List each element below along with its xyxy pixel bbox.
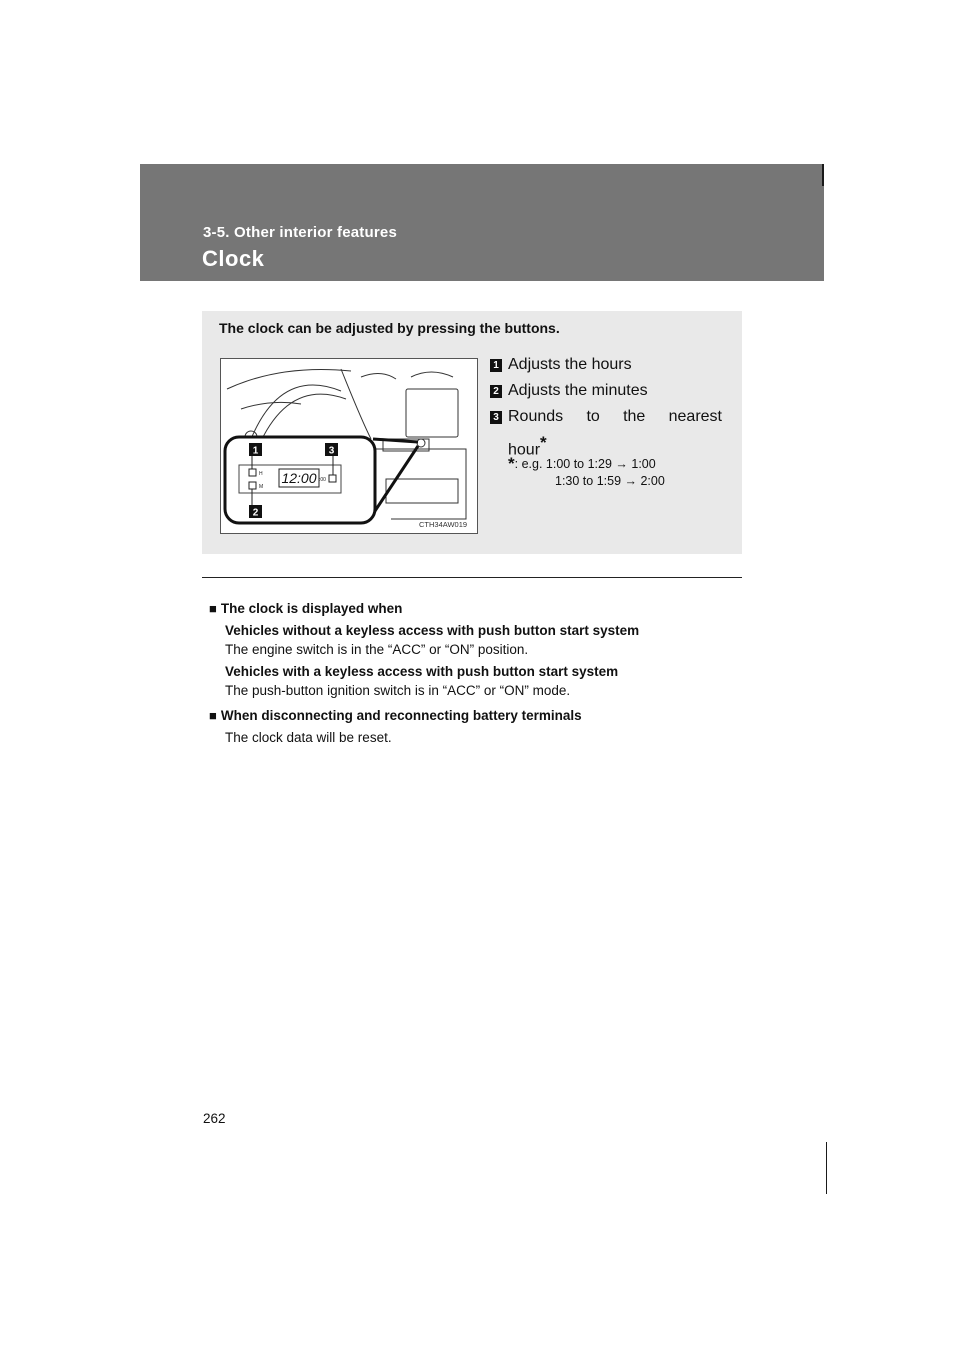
callout-number: 2	[490, 385, 502, 398]
footnote-example-1: 1:00 to 1:29 → 1:00	[545, 457, 656, 471]
callout-text: Adjusts the hours	[508, 356, 632, 373]
info-lead: The clock can be adjusted by pressing the buttons.	[219, 320, 560, 336]
callout-text: hour	[508, 441, 541, 459]
note-heading-text: The clock is displayed when	[220, 601, 403, 616]
divider-rule	[202, 577, 742, 578]
footnote-line2	[508, 473, 665, 490]
note-body-display	[209, 618, 749, 700]
steering-wheel-inner	[261, 394, 346, 441]
console-panel	[386, 479, 458, 503]
callout-1-label: 1	[252, 445, 259, 457]
callout-number: 3	[490, 411, 502, 424]
callout-text: Adjusts the minutes	[508, 382, 648, 399]
page-title: Clock	[202, 246, 265, 271]
zoom-origin	[417, 439, 425, 447]
dashboard-drawing	[221, 359, 477, 533]
callout-number: 1	[490, 359, 502, 372]
section-label: 3-5. Other interior features	[203, 224, 397, 241]
note-subhead: Vehicles with a keyless access with push button start system	[225, 664, 619, 679]
note-text: The clock data will be reset.	[225, 730, 392, 745]
minute-button[interactable]	[249, 482, 256, 489]
hour-button[interactable]	[249, 469, 256, 476]
figure-code: CTH34AW019	[419, 520, 468, 529]
round-button[interactable]	[329, 475, 336, 482]
wheel-spoke	[341, 369, 371, 439]
bullet-square: ■	[209, 708, 217, 723]
clock-time: 12:00	[281, 470, 317, 486]
callout-text-line1: Rounds to the nearest	[508, 408, 722, 425]
note-heading-battery	[209, 706, 749, 725]
footnote-example-2: 1:30 to 1:59 → 2:00	[555, 474, 665, 488]
footnote	[508, 455, 665, 490]
notes-section	[209, 596, 749, 747]
note-body-battery	[209, 725, 749, 747]
center-vent-right	[411, 372, 453, 377]
center-vent-left	[361, 373, 396, 379]
callout-3-label: 3	[328, 445, 335, 457]
callout-list	[490, 352, 722, 463]
note-text: The push-button ignition switch is in “ACC” or “ON” mode.	[225, 683, 571, 698]
crop-mark	[822, 164, 824, 186]
callout-item-minutes	[490, 378, 722, 404]
clock-illustration	[220, 358, 478, 534]
note-heading-display	[209, 599, 749, 618]
footnote-prefix: : e.g.	[514, 457, 543, 471]
footnote-marker: *	[508, 454, 515, 473]
note-heading-text: When disconnecting and reconnecting battery terminals	[220, 708, 582, 723]
dash-top-line	[227, 369, 351, 389]
steering-wheel-rim	[251, 385, 341, 439]
note-subhead: Vehicles without a keyless access with push button start system	[225, 623, 640, 638]
crop-mark	[826, 1142, 827, 1194]
center-screen	[406, 389, 458, 437]
hour-label: H	[259, 471, 263, 477]
center-console	[371, 449, 466, 519]
callout-item-hours	[490, 352, 722, 378]
note-text: The engine switch is in the “ACC” or “ON” position.	[225, 642, 529, 657]
round-label: :00	[319, 477, 326, 483]
minute-label: M	[259, 484, 264, 490]
bullet-square: ■	[209, 601, 217, 616]
footnote-line1	[508, 455, 665, 473]
callout-2-label: 2	[252, 507, 259, 519]
page-number: 262	[203, 1111, 226, 1126]
footnote-marker: *	[540, 433, 547, 452]
